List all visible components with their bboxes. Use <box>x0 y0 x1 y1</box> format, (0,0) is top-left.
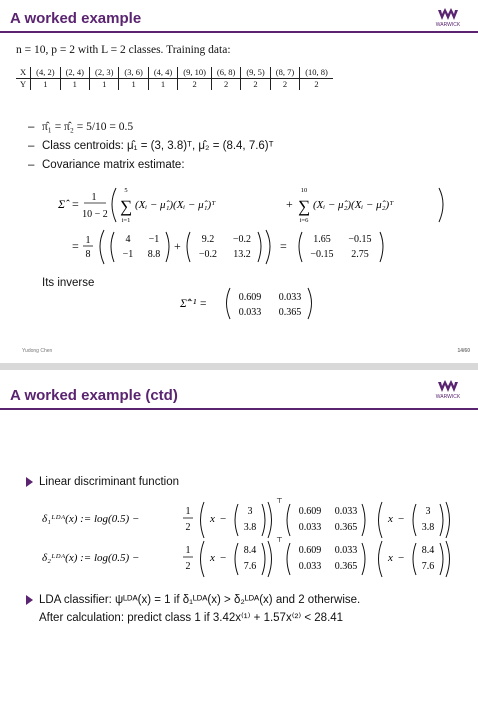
bullet-covariance: Covariance matrix estimate: <box>42 159 185 171</box>
table-cell-y: 2 <box>211 79 240 91</box>
x-var: x <box>210 513 215 525</box>
bullet-centroids: Class centroids: μ̂₁ = (3, 3.8)ᵀ, μ̂₂ = (8.4, 7.6)ᵀ <box>42 140 274 152</box>
mu2-a: 8.4 <box>243 545 257 556</box>
inv-c: 0.033 <box>238 307 262 318</box>
svg-text:−: − <box>398 552 405 564</box>
footer-page-number: 14/60 <box>457 348 470 354</box>
bullet-dash: – <box>28 159 35 171</box>
slide-title: A worked example (ctd) <box>10 387 178 404</box>
inverse-equation <box>172 285 342 325</box>
classifier-result: After calculation: predict class 1 if 3.42x⁽¹⁾ + 1.57x⁽²⁾ < 28.41 <box>39 612 344 624</box>
table-cell-y: 2 <box>300 79 333 91</box>
mu2-b: 7.6 <box>421 561 435 572</box>
table-cell-x: (3, 6) <box>119 67 148 79</box>
d1-m-a: 0.609 <box>298 506 322 517</box>
svg-text:+: + <box>286 197 293 211</box>
inv-d: 0.365 <box>278 307 302 318</box>
bullet-triangle-icon <box>26 477 33 487</box>
sum2-top: 10 <box>300 187 308 194</box>
svg-text:+: + <box>174 239 181 253</box>
delta1-lhs: δ₁ᴸᴰᴬ(x) := log(0.5) − <box>42 513 140 525</box>
mu1-b: 3.8 <box>421 522 435 533</box>
title-rule <box>0 31 478 33</box>
footer-author: Yudong Chen <box>22 348 53 354</box>
sum1-bottom: i=1 <box>121 217 131 224</box>
m1-c: −1 <box>122 249 134 260</box>
sum2-term: (Xᵢ − μ̂₂)(Xᵢ − μ̂₂)ᵀ <box>313 199 394 211</box>
mu1-a: 3 <box>425 506 431 517</box>
bullet-lda-classifier <box>26 594 360 606</box>
inverse-lhs: Σ̂⁻¹ = <box>180 298 207 310</box>
svg-text:=: = <box>72 197 79 211</box>
half-den: 2 <box>185 522 191 533</box>
svg-text:∑: ∑ <box>119 197 133 216</box>
x-var: x <box>388 513 393 525</box>
inv-b: 0.033 <box>278 292 302 303</box>
svg-text:−: − <box>398 513 405 525</box>
m3-b: −0.15 <box>348 234 372 245</box>
delta2-lhs: δ₂ᴸᴰᴬ(x) := log(0.5) − <box>42 552 140 564</box>
m1-b: −1 <box>148 234 160 245</box>
bullet-lda-function <box>26 476 179 488</box>
svg-text:−: − <box>220 552 227 564</box>
table-cell-y: 1 <box>31 79 60 91</box>
sum2-bottom: i=6 <box>299 217 309 224</box>
bullet-text: Linear discriminant function <box>39 476 179 488</box>
m3-d: 2.75 <box>351 249 369 260</box>
mu2-b: 7.6 <box>243 561 257 572</box>
mu2-a: 8.4 <box>421 545 435 556</box>
slide-title: A worked example <box>10 10 142 27</box>
sum1-top: 5 <box>124 187 128 194</box>
warwick-logo <box>432 8 464 30</box>
table-cell-y: 1 <box>119 79 148 91</box>
bullet-triangle-icon <box>26 595 33 605</box>
bullet-dash: – <box>28 121 35 133</box>
table-cell-x: (2, 4) <box>60 67 89 79</box>
table-cell-x: (8, 7) <box>270 67 299 79</box>
table-cell-x: (4, 4) <box>148 67 177 79</box>
half-den: 2 <box>185 561 191 572</box>
table-cell-y: 2 <box>241 79 270 91</box>
frac2-num: 1 <box>85 235 91 246</box>
d2-m-c: 0.033 <box>298 561 322 572</box>
table-cell-y: 1 <box>60 79 89 91</box>
d1-m-b: 0.033 <box>334 506 358 517</box>
frac-den: 10 − 2 <box>82 209 108 220</box>
table-cell-x: (2, 3) <box>89 67 118 79</box>
bullet-dash: – <box>28 140 35 152</box>
d2-m-b: 0.033 <box>334 545 358 556</box>
m3-a: 1.65 <box>313 234 331 245</box>
m2-a: 9.2 <box>201 234 215 245</box>
d1-m-c: 0.033 <box>298 522 322 533</box>
svg-text:=: = <box>72 239 79 253</box>
classifier-text: LDA classifier: ψᴸᴰᴬ(x) = 1 if δ₁ᴸᴰᴬ(x) > δ₂ᴸᴰᴬ(x) and 2 otherwise. <box>39 594 361 606</box>
m2-b: −0.2 <box>232 234 252 245</box>
table-cell-y: 1 <box>148 79 177 91</box>
half-num: 1 <box>185 506 191 517</box>
mu1-a: 3 <box>247 506 253 517</box>
inverse-label: Its inverse <box>42 277 95 289</box>
sum1-term: (Xᵢ − μ̂₁)(Xᵢ − μ̂₁)ᵀ <box>135 199 216 211</box>
x-var: x <box>388 552 393 564</box>
svg-text:⊤: ⊤ <box>276 536 283 544</box>
d2-m-a: 0.609 <box>298 545 322 556</box>
d1-m-d: 0.365 <box>334 522 358 533</box>
m2-d: 13.2 <box>233 249 251 260</box>
intro-text: n = 10, p = 2 with L = 2 classes. Training data: <box>16 44 231 56</box>
svg-text:⊤: ⊤ <box>276 497 283 505</box>
row-label-x: X <box>16 67 31 79</box>
d2-m-d: 0.365 <box>334 561 358 572</box>
table-cell-x: (6, 8) <box>211 67 240 79</box>
x-var: x <box>210 552 215 564</box>
half-num: 1 <box>185 545 191 556</box>
m3-c: −0.15 <box>310 249 334 260</box>
svg-text:=: = <box>280 239 287 253</box>
svg-text:∑: ∑ <box>297 197 311 216</box>
svg-text:−: − <box>220 513 227 525</box>
slide-2 <box>0 370 478 714</box>
m1-d: 8.8 <box>147 249 161 260</box>
logo-text: WARWICK <box>435 22 461 28</box>
row-label-y: Y <box>20 79 27 89</box>
table-cell-x: (10, 8) <box>300 67 333 79</box>
table-cell-x: (9, 5) <box>241 67 270 79</box>
table-cell-y: 1 <box>89 79 118 91</box>
table-cell-x: (9, 10) <box>178 67 212 79</box>
frac-num: 1 <box>91 192 97 203</box>
m2-c: −0.2 <box>198 249 218 260</box>
title-rule <box>0 408 478 410</box>
slide-separator <box>0 363 478 370</box>
training-data-table <box>16 67 333 90</box>
table-cell-y: 2 <box>270 79 299 91</box>
logo-text: WARWICK <box>435 394 461 400</box>
table-cell-x: (4, 2) <box>31 67 60 79</box>
warwick-logo <box>432 380 464 402</box>
m1-a: 4 <box>125 234 131 245</box>
frac2-den: 8 <box>85 249 91 260</box>
inv-a: 0.609 <box>238 292 262 303</box>
mu1-b: 3.8 <box>243 522 257 533</box>
bullet-priors: π̂₁ = π̂₂ = 5/10 = 0.5 <box>42 121 134 133</box>
table-cell-y: 2 <box>178 79 212 91</box>
sigma-hat: Σ̂ <box>58 197 66 211</box>
delta2-equation <box>40 533 470 581</box>
covariance-equation <box>50 182 470 274</box>
